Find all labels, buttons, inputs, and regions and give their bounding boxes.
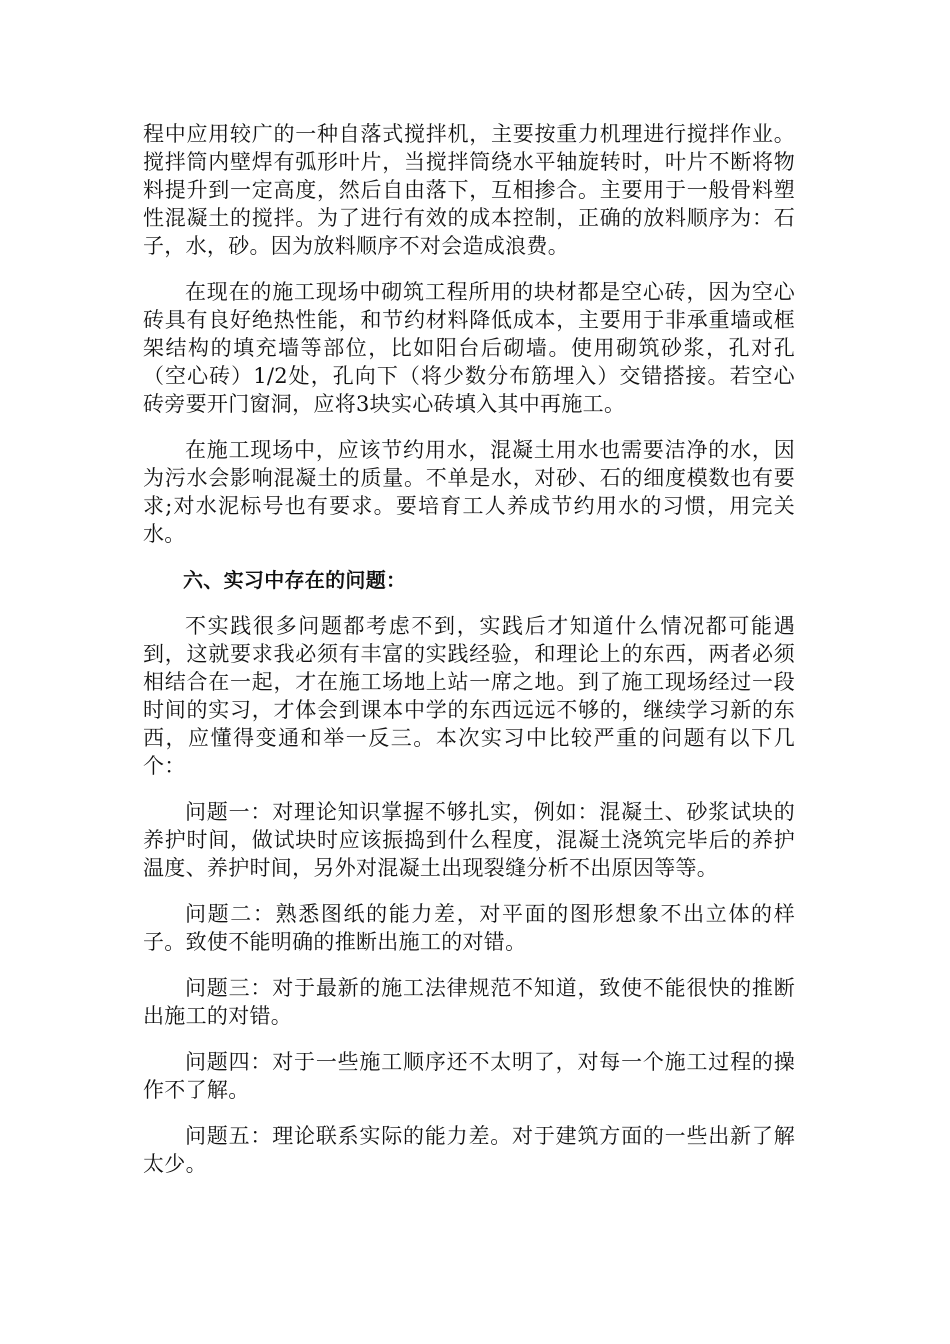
document-page bbox=[143, 120, 795, 1196]
section-heading-problems: 六、实习中存在的问题： bbox=[183, 568, 407, 592]
paragraph-problem-4: 问题四：对于一些施工顺序还不太明了，对每一个施工过程的操作不了解。 bbox=[143, 1050, 795, 1102]
paragraph-hollow-brick: 在现在的施工现场中砌筑工程所用的块材都是空心砖，因为空心砖具有良好绝热性能，和节约材料降低成本，主要用于非承重墙或框架结构的填充墙等部位，比如阳台后砌墙。使用砌筑砂浆，孔对孔（空心砖）1/2处，孔向下（将少数分布筋埋入）交错搭接。若空心砖旁要开门窗洞，应将3块实心砖填入其中再施工。 bbox=[143, 280, 795, 416]
paragraph-problem-2: 问题二：熟悉图纸的能力差，对平面的图形想象不出立体的样子。致使不能明确的推断出施工的对错。 bbox=[143, 902, 795, 954]
paragraph-mixer-continuation: 程中应用较广的一种自落式搅拌机，主要按重力机理进行搅拌作业。搅拌筒内壁焊有弧形叶片，当搅拌筒绕水平轴旋转时，叶片不断将物料提升到一定高度，然后自由落下，互相掺合。主要用于一般骨料塑性混凝土的搅拌。为了进行有效的成本控制，正确的放料顺序为：石子，水，砂。因为放料顺序不对会造成浪费。 bbox=[143, 122, 795, 258]
paragraph-problem-5: 问题五：理论联系实际的能力差。对于建筑方面的一些出新了解太少。 bbox=[143, 1124, 795, 1176]
paragraph-water-saving: 在施工现场中，应该节约用水，混凝土用水也需要洁净的水，因为污水会影响混凝土的质量。不单是水，对砂、石的细度模数也有要求;对水泥标号也有要求。要培育工人养成节约用水的习惯，用完关水。 bbox=[143, 438, 795, 546]
paragraph-problem-1: 问题一：对理论知识掌握不够扎实，例如：混凝土、砂浆试块的养护时间，做试块时应该振捣到什么程度，混凝土浇筑完毕后的养护温度、养护时间，另外对混凝土出现裂缝分析不出原因等等。 bbox=[143, 800, 795, 880]
paragraph-problem-3: 问题三：对于最新的施工法律规范不知道，致使不能很快的推断出施工的对错。 bbox=[143, 976, 795, 1028]
paragraph-practice-intro: 不实践很多问题都考虑不到，实践后才知道什么情况都可能遇到，这就要求我必须有丰富的实践经验，和理论上的东西，两者必须相结合在一起，才在施工场地上站一席之地。到了施工现场经过一段时间的实习，才体会到课本中学的东西远远不够的，继续学习新的东西，应懂得变通和举一反三。本次实习中比较严重的问题有以下几个： bbox=[143, 614, 795, 778]
